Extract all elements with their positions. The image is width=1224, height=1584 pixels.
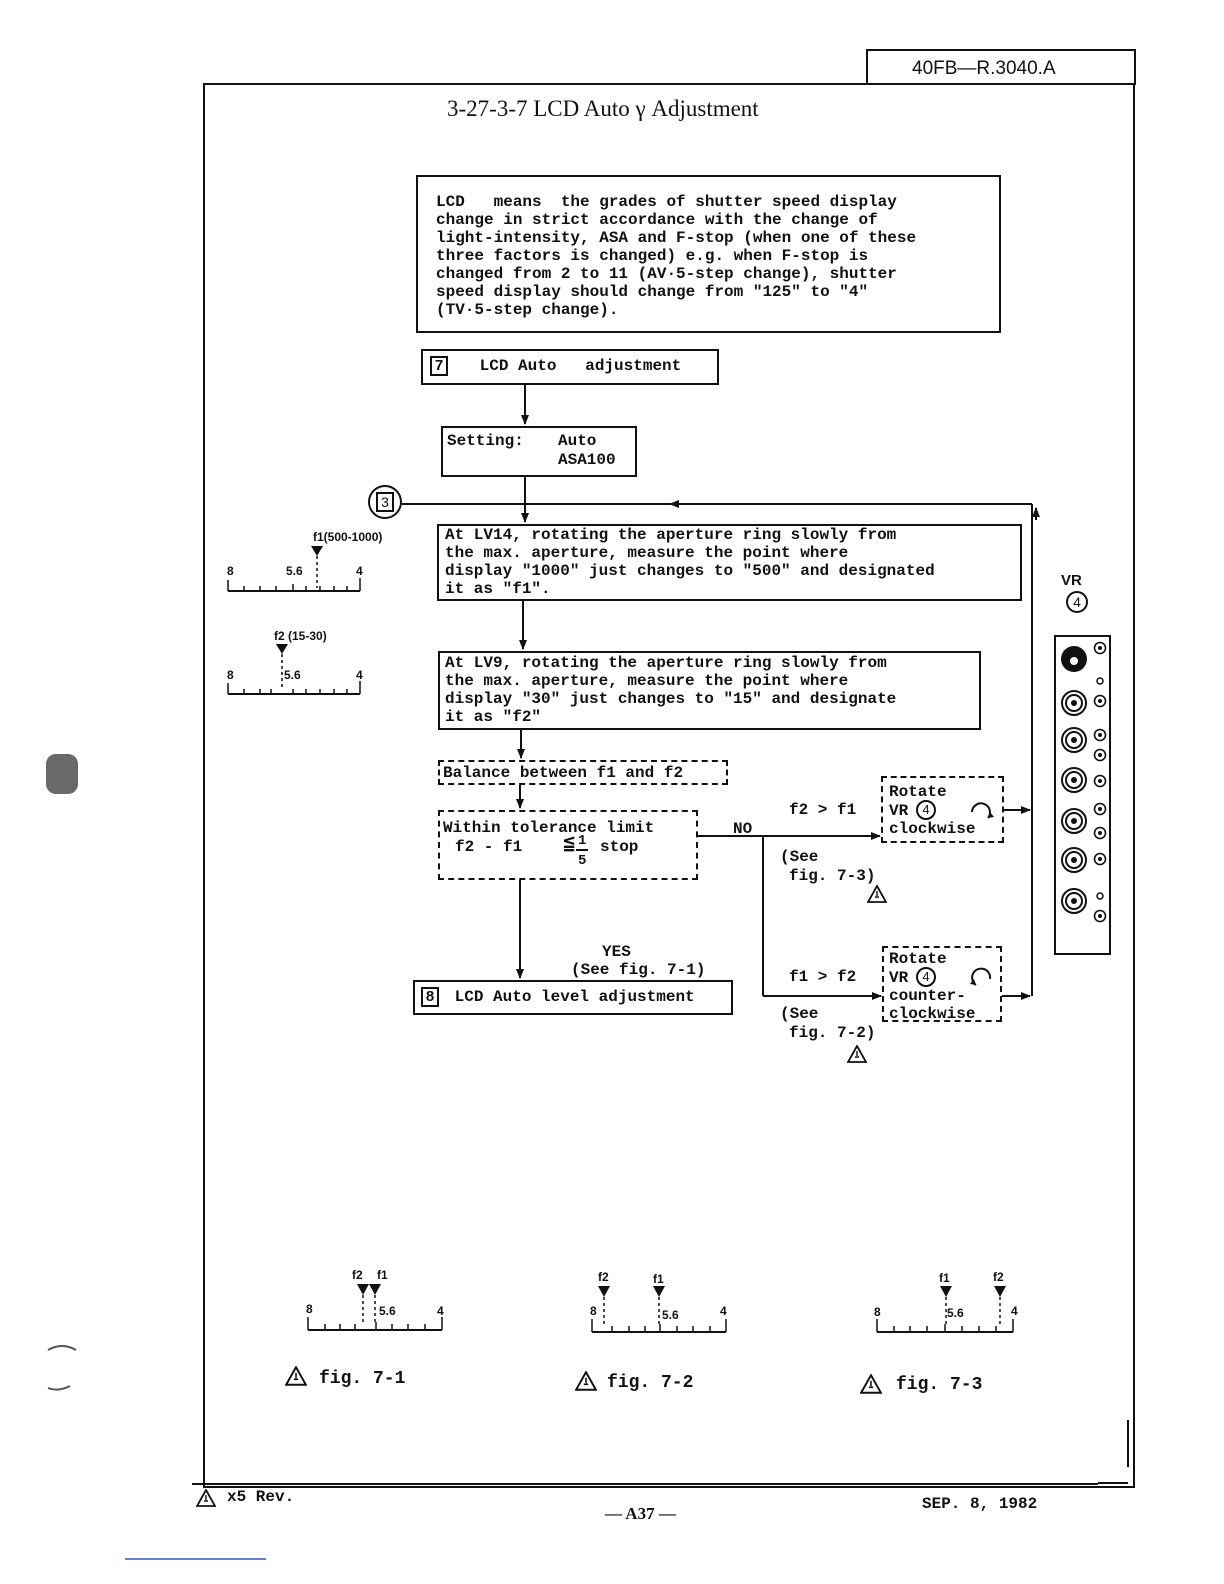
rotate-ccw-line1: Rotate (889, 950, 947, 968)
fig1-caption: fig. 7-1 (319, 1369, 406, 1389)
fig3-marker-f2: f2 (993, 1270, 1004, 1284)
revision-warning-icon (861, 1375, 881, 1393)
tolerance-line1: Within tolerance limit (443, 819, 655, 837)
revision-warning-icon (286, 1367, 306, 1385)
scan-artifacts (46, 754, 1128, 1559)
tolerance-denominator: 5 (578, 853, 587, 869)
side-scale2-marker-label: f2 (15-30) (274, 629, 327, 643)
vr-panel-knobs (1061, 643, 1106, 922)
side-scale1-mid: 5.6 (286, 564, 303, 578)
section-title: 3-27-3-7 LCD Auto γ Adjustment (447, 96, 759, 121)
step7-number: 7 (430, 356, 448, 376)
side-scale2-ruler (228, 654, 360, 694)
vr4-ccw-number: 4 (916, 967, 936, 987)
fig3-marker-f1: f1 (939, 1271, 950, 1285)
yes-label: YES (602, 943, 631, 961)
footer-page-number: — A37 — (605, 1504, 676, 1523)
side-scale1-pointer (311, 546, 323, 556)
step8-label: LCD Auto level adjustment (454, 988, 695, 1007)
see-lower-1: (See (780, 1005, 819, 1023)
side-scale2-pointer (276, 644, 288, 654)
setting-value-mode: Auto (558, 432, 597, 450)
fig2-marker-f2: f2 (598, 1270, 609, 1284)
fig1-f2-pointer (357, 1284, 369, 1295)
fig3-left: 8 (874, 1305, 881, 1319)
fig3-f2-pointer (994, 1286, 1006, 1297)
side-scale1-left: 8 (227, 564, 234, 578)
fig3-mid: 5.6 (947, 1306, 964, 1320)
rotate-cw-line1: Rotate (889, 783, 947, 801)
see-upper-2: fig. 7-3) (789, 867, 876, 885)
condition-f2-gt-f1: f2 > f1 (789, 801, 857, 819)
step7-label: LCD Auto adjustment (479, 357, 682, 376)
fig3-ruler (877, 1297, 1013, 1332)
setting-label: Setting: (447, 432, 524, 450)
clockwise-arrow-icon (972, 803, 990, 818)
tolerance-le: ≦ (563, 833, 576, 856)
revision-warning-icon (868, 886, 886, 902)
side-scale2-left: 8 (227, 668, 234, 682)
fig1-marker-f2: f2 (352, 1268, 363, 1282)
fig1-left: 8 (306, 1302, 313, 1316)
revision-warning-icon (848, 1046, 866, 1062)
fig3-f1-pointer (940, 1286, 952, 1297)
fig2-f1-pointer (653, 1286, 665, 1297)
fig2-mid: 5.6 (662, 1308, 679, 1322)
see-upper-1: (See (780, 848, 819, 866)
see-lower-2: fig. 7-2) (789, 1024, 876, 1042)
tolerance-stop: stop (600, 838, 639, 856)
fig3-right: 4 (1011, 1304, 1018, 1318)
tolerance-expr: f2 - f1 (455, 838, 523, 856)
vr-panel-number: 4 (1066, 591, 1088, 613)
fig2-left: 8 (590, 1304, 597, 1318)
step8-number: 8 (421, 987, 439, 1007)
vr-panel-label: VR (1061, 572, 1082, 589)
rotate-ccw-line2: VR (889, 969, 909, 987)
balance-text: Balance between f1 and f2 (443, 764, 684, 782)
setting-value-asa: ASA100 (558, 451, 616, 469)
rotate-cw-line3: clockwise (889, 820, 976, 838)
fig1-f1-pointer (369, 1284, 381, 1295)
side-scale1-marker-label: f1(500-1000) (313, 530, 383, 544)
tolerance-numerator: 1 (578, 833, 587, 849)
rotate-ccw-line3: counter- (889, 987, 966, 1005)
fig2-marker-f1: f1 (653, 1272, 664, 1286)
loop-ref-number: 3 (376, 492, 394, 512)
fig1-right: 4 (437, 1304, 444, 1318)
footer-revision: x5 Rev. (227, 1488, 295, 1506)
fig2-f2-pointer (598, 1286, 610, 1297)
doc-number: 40FB—R.3040.A (912, 58, 1056, 79)
description-text: LCD means the grades of shutter speed display change in strict accordance with the change of light-intensity, ASA and F-stop (when one of these three factors is changed) e.g. when F-stop is changed from 2 to 11 (AV·5-step change), shutter speed display should change from "125" to "4" (TV·5-step change). (436, 193, 917, 319)
rotate-cw-line2: VR (889, 802, 909, 820)
footer-date: SEP. 8, 1982 (922, 1495, 1038, 1513)
vr4-cw-number: 4 (916, 800, 936, 820)
side-scale2-right: 4 (356, 668, 363, 682)
fig2-right: 4 (720, 1304, 727, 1318)
measure-f1-text: At LV14, rotating the aperture ring slowly from the max. aperture, measure the point where display "1000" just changes to "500" and designated it as "f1". (445, 526, 935, 598)
fig1-mid: 5.6 (379, 1304, 396, 1318)
rotate-ccw-line4: clockwise (889, 1005, 976, 1023)
yes-fig-ref: (See fig. 7-1) (571, 961, 706, 979)
side-scale1-right: 4 (356, 564, 363, 578)
revision-warning-icon (197, 1490, 215, 1506)
fig2-ruler (592, 1297, 726, 1332)
no-label: NO (733, 820, 753, 838)
measure-f2-text: At LV9, rotating the aperture ring slowly from the max. aperture, measure the point where display "30" just changes to "15" and designate it as "f2" (445, 654, 897, 726)
fig1-marker-f1: f1 (377, 1268, 388, 1282)
fig1-ruler (308, 1295, 442, 1330)
fig2-caption: fig. 7-2 (607, 1373, 694, 1393)
revision-warning-icon (576, 1372, 596, 1390)
condition-f1-gt-f2: f1 > f2 (789, 968, 857, 986)
side-scale2-mid: 5.6 (284, 668, 301, 682)
side-scale1-ruler (228, 556, 360, 591)
fig3-caption: fig. 7-3 (896, 1375, 983, 1395)
